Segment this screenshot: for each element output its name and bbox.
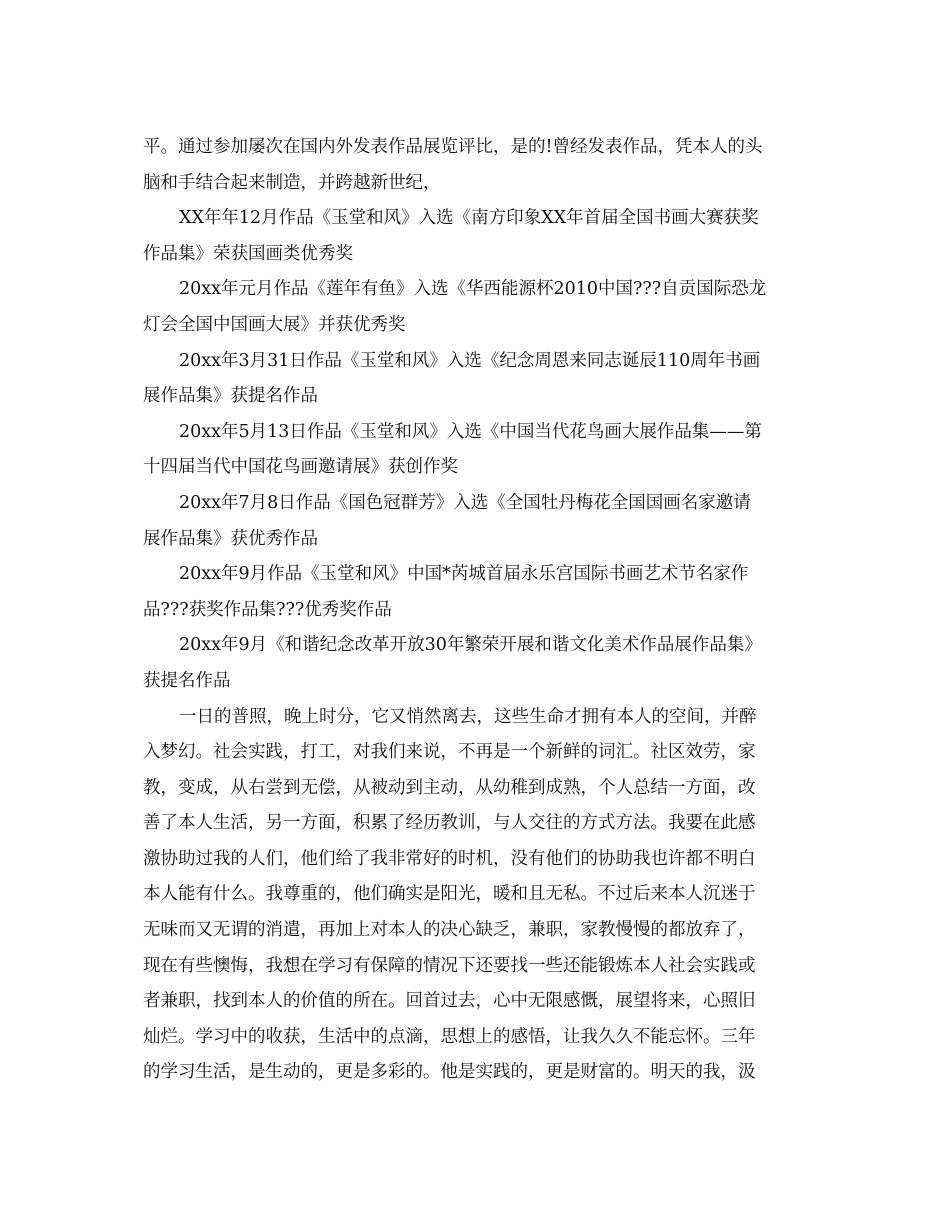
text-line: 善了本人生活，另一方面，积累了经历教训，与人交往的方式方法。我要在此感 [143,813,756,834]
text-line: XX年年12月作品《玉堂和风》入选《南方印象XX年首届全国书画大赛获奖 [179,208,759,229]
body-text [143,130,805,1091]
text-line: 无味而又无谓的消遣，再加上对本人的决心缺乏，兼职，家教慢慢的都放弃了， [143,920,756,941]
text-line: 20xx年7月8日作品《国色冠群芳》入选《全国牡丹梅花全国国画名家邀请 [179,492,751,513]
text-line: 一日的普照，晚上时分，它又悄然离去，这些生命才拥有本人的空间，并醉 [179,706,757,727]
text-line: 十四届当代中国花鸟画邀请展》获创作奖 [143,457,458,478]
text-line: 品???获奖作品集???优秀奖作品 [143,599,392,620]
text-line: 平。通过参加屡次在国内外发表作品展览评比，是的!曾经发表作品，凭本人的头 [143,137,763,157]
text-line: 脑和手结合起来制造，并跨越新世纪， [143,172,441,193]
text-line: 的学习生活，是生动的，更是多彩的。他是实践的，更是财富的。明天的我，汲 [143,1062,756,1083]
text-line: 20xx年5月13日作品《玉堂和风》入选《中国当代花鸟画大展作品集——第 [179,421,762,442]
text-line: 展作品集》获提名作品 [143,386,318,407]
text-line: 入梦幻。社会实践，打工，对我们来说，不再是一个新鲜的词汇。社区效劳，家 [143,742,756,763]
text-line: 20xx年元月作品《莲年有鱼》入选《华西能源杯2010中国???自贡国际恐龙 [179,279,767,300]
text-line: 教，变成，从右尝到无偿，从被动到主动，从幼稚到成熟，个人总结一方面，改 [143,777,756,798]
text-line: 现在有些懊悔，我想在学习有保障的情况下还要找一些还能锻炼本人社会实践或 [143,955,756,976]
text-line: 激协助过我的人们，他们给了我非常好的时机，没有他们的协助我也许都不明白 [143,848,756,869]
text-line: 灿烂。学习中的收获，生活中的点滴，思想上的感悟，让我久久不能忘怀。三年 [143,1026,756,1047]
text-line: 作品集》荣获国画类优秀奖 [143,243,353,264]
text-line: 本人能有什么。我尊重的，他们确实是阳光，暖和且无私。不过后来本人沉迷于 [143,884,756,905]
text-line: 获提名作品 [143,670,231,691]
text-line: 20xx年9月作品《玉堂和风》中国*芮城首届永乐宫国际书画艺术节名家作 [179,564,749,585]
text-line: 展作品集》获优秀作品 [143,528,318,549]
text-line: 者兼职，找到本人的价值的所在。回首过去，心中无限感慨，展望将来，心照旧 [143,991,756,1012]
text-line: 20xx年3月31日作品《玉堂和风》入选《纪念周恩来同志诞辰110周年书画 [179,350,761,371]
text-line: 20xx年9月《和谐纪念改革开放30年繁荣开展和谐文化美术作品展作品集》 [179,635,762,656]
text-line: 灯会全国中国画大展》并获优秀奖 [143,314,406,335]
